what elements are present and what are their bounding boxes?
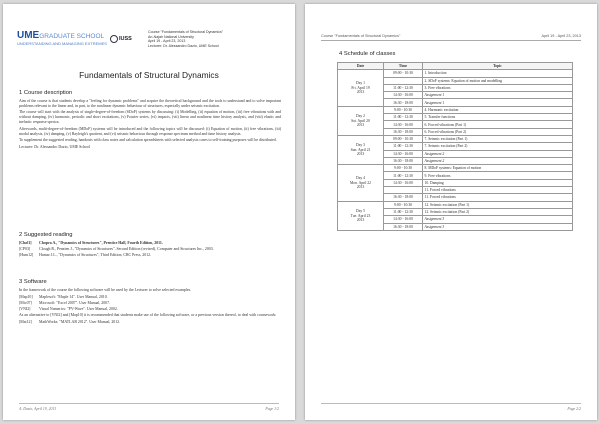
topic-cell: Assignment 2 (423, 157, 573, 164)
paragraph: In the framework of the course the following software will be used by the Lecturer to solve selected examples. (19, 287, 192, 292)
header-lecturer: Lecturer: Dr. Alessandro Dazio, UME School (148, 43, 219, 48)
time-cell: 16:30 - 18:00 (384, 223, 423, 230)
section-heading: 1 Course description (19, 90, 73, 96)
time-cell: 16:30 - 18:00 (384, 128, 423, 135)
topic-cell: 10. Damping (423, 179, 573, 186)
document-title: Fundamentals of Structural Dynamics (79, 70, 219, 80)
header-dates: April 19 - April 23, 2013 (148, 39, 186, 44)
day-cell: Day 4 Mon. April 22 2013 (338, 165, 384, 201)
time-cell: 9:00 - 10:30 (384, 106, 423, 113)
table-row (338, 70, 573, 77)
reference-key: [Map10] (19, 294, 33, 299)
header-course-name: Course "Fundamentals of Structural Dynamics" (148, 30, 224, 34)
time-cell: 14:30 - 16:00 (384, 92, 423, 99)
section-software (19, 280, 281, 327)
table-row (338, 106, 573, 113)
page-header (321, 34, 581, 41)
time-cell: 09:00 - 10:30 (384, 135, 423, 142)
ume-logo (17, 31, 107, 46)
time-cell: 14:30 - 16:00 (384, 150, 423, 157)
header-dates: April 19 - April 23, 2013 (541, 34, 581, 38)
time-cell: 11:00 - 12:30 (384, 114, 423, 121)
section-course-description (19, 91, 281, 152)
topic-cell: Assignment 3 (423, 216, 573, 223)
table-header-row (338, 63, 573, 70)
reference-key: [Mat12] (19, 320, 32, 325)
day-cell: Day 5 Tue. April 23 2013 (338, 201, 384, 230)
reference-text: Clough R., Penzien J., "Dynamics of Structures", Second Edition (revised), Computer and Structures Inc., 2003. (39, 247, 214, 252)
time-cell: 16:30 - 18:00 (384, 99, 423, 106)
table-row (338, 201, 573, 208)
section-suggested-reading (19, 233, 281, 260)
schedule-body (338, 70, 573, 231)
footer-page-number: Page 1/2 (265, 407, 279, 411)
header-course-name: Course "Fundamentals of Structural Dynamics" (321, 34, 401, 38)
paragraph: Aim of the course is that students develop a "feeling for dynamic problems" and acquire the theoretical background and the tools to understand and to solve important problems relevant to the linear and, in part, to the nonlinear dynamic behaviour of structures, especially under seismic excitation. (19, 98, 281, 108)
paragraph: To supplement the suggested reading, handouts with class notes and calculation spreadsheets with selected analysis cases to self-training purposes will be distributed. (19, 138, 277, 143)
topic-cell: 7. Seismic excitation (Part 2) (423, 143, 573, 150)
time-cell: 16:30 - 18:00 (384, 194, 423, 201)
iuss-emblem-icon (110, 35, 118, 43)
table-row (338, 135, 573, 142)
reference-key: [Chol1] (19, 240, 32, 245)
reference-text: MathWorks: "MATLAB 2012". User Manual, 2012. (39, 320, 121, 325)
paragraph: Afterwards, multi-degree-of-freedom (MDoF) systems will be introduced and the following topics will be discussed: (i) Equation of motion, (ii) free vibrations, (iii) modal analysis, (iv) damping, (v) Rayleigh's quotient, and (vi) seismic behaviour through response spectrum method and time history analysis. (19, 126, 281, 136)
page-footer (321, 403, 581, 411)
topic-cell: 12. Seismic excitation (Part 2) (423, 208, 573, 215)
ume-logo-subtitle: UNDERSTANDING AND MANAGING EXTREMES (17, 41, 107, 46)
day-cell: Day 2 Sat. April 20 2013 (338, 106, 384, 135)
reference-key: [Hum12] (19, 253, 34, 258)
column-header-topic: Topic (423, 63, 573, 70)
reference-item (19, 253, 281, 258)
page-1 (3, 4, 295, 420)
topic-cell: Assignment 2 (423, 150, 573, 157)
reference-item (19, 307, 281, 312)
topic-cell: 9. Free vibrations (423, 172, 573, 179)
topic-cell: 12. Seismic excitation (Part 1) (423, 201, 573, 208)
time-cell: 14:30 - 16:00 (384, 121, 423, 128)
topic-cell: 1. Introduction (423, 70, 573, 77)
paragraph: The course will start with the analysis of single-degree-of-freedom (SDoF) systems by discussing: (i) Modelling, (ii) equation of motion, (iii) free vibrations with and without damping, (iv) harmonic, periodic and short excitations, (v) Fourier series, (vi) impacts, (vii) linear and nonlinear time history analysis, and (viii) elastic and inelastic response spectra. (19, 110, 281, 124)
topic-cell: Assignment 1 (423, 99, 573, 106)
reference-key: [CP03] (19, 247, 31, 252)
topic-cell: Assignment 1 (423, 92, 573, 99)
paragraph: As an alternative to [VNI2] and [Map10] it is recommended that students make use of the following software, or a previous version thereof, to deal with coursework: (19, 313, 277, 318)
time-cell (384, 187, 423, 194)
topic-cell: 6. Forced vibrations (Part 2) (423, 128, 573, 135)
reference-text: Microsoft: "Excel 2007". User Manual, 2007. (39, 300, 111, 305)
time-cell: 9:00 - 10:30 (384, 165, 423, 172)
time-cell: 11:00 - 12:30 (384, 172, 423, 179)
topic-cell: 2. SDoF systems: Equation of motion and modelling (423, 77, 573, 84)
topic-cell: Assignment 3 (423, 223, 573, 230)
topic-cell: 4. Harmonic excitation (423, 106, 573, 113)
topic-cell: 3. Free vibrations (423, 84, 573, 91)
reference-key: [Mic07] (19, 300, 32, 305)
ume-logo-rest: GRADUATE SCHOOL (39, 33, 105, 40)
topic-cell: 7. Seismic excitation (Part 1) (423, 135, 573, 142)
time-cell: 09:00 - 10:30 (384, 70, 423, 77)
header-university: An-Najah National University (148, 34, 194, 39)
time-cell: 14:30 - 16:00 (384, 216, 423, 223)
reference-text: Chopra A., "Dynamics of Structures", Prentice Hall, Fourth Edition, 2011. (39, 240, 163, 245)
table-row (338, 165, 573, 172)
reference-item (19, 247, 281, 252)
time-cell: 11:00 - 12:30 (384, 208, 423, 215)
time-cell (384, 77, 423, 84)
reference-text: Visual Numerics: "PV-Wave". User Manual, 2002. (39, 307, 118, 312)
topic-cell: 11. Forced vibrations (423, 194, 573, 201)
schedule-table (337, 62, 573, 231)
reference-text: Humar J.L., "Dynamics of Structures", Third Edition, CRC Press, 2012. (39, 253, 152, 258)
reference-item (19, 320, 281, 325)
page-2 (305, 4, 597, 420)
footer-author-date: A. Dazio, April 19, 2013 (19, 407, 57, 411)
iuss-logo (110, 35, 132, 43)
time-cell: 9:00 - 10:30 (384, 201, 423, 208)
section-heading: 4 Schedule of classes (339, 51, 396, 57)
course-header-info (148, 30, 223, 48)
section-heading: 3 Software (19, 279, 47, 285)
column-header-date: Date (338, 63, 384, 70)
reference-item (19, 301, 281, 306)
reference-item (19, 295, 281, 300)
section-heading: 2 Suggested reading (19, 232, 73, 238)
column-header-time: Time (384, 63, 423, 70)
page-footer (19, 403, 279, 411)
topic-cell: 11. Forced vibrations (423, 187, 573, 194)
reference-key: [VNI2] (19, 307, 31, 312)
iuss-logo-text: IUSS (118, 35, 132, 42)
ume-logo-text: UME (17, 30, 40, 41)
reference-item (19, 241, 281, 246)
time-cell: 11:00 - 12:30 (384, 143, 423, 150)
logo-group (17, 31, 132, 46)
footer-page-number: Page 2/2 (567, 407, 581, 411)
topic-cell: 5. Transfer functions (423, 114, 573, 121)
day-cell: Day 3 Sun. April 21 2013 (338, 135, 384, 164)
topic-cell: 8. MDoF systems: Equation of motion (423, 165, 573, 172)
reference-text: Maplesoft: "Maple 14". User Manual, 2010. (39, 294, 108, 299)
time-cell: 16:30 - 18:00 (384, 157, 423, 164)
time-cell: 11:00 - 12:30 (384, 84, 423, 91)
time-cell: 14:30 - 16:00 (384, 179, 423, 186)
topic-cell: 6. Forced vibrations (Part 1) (423, 121, 573, 128)
lecturer-line: Lecturer: Dr. Alessandro Dazio, UME School (19, 145, 90, 150)
day-cell: Day 1 Fri. April 19 2013 (338, 70, 384, 106)
